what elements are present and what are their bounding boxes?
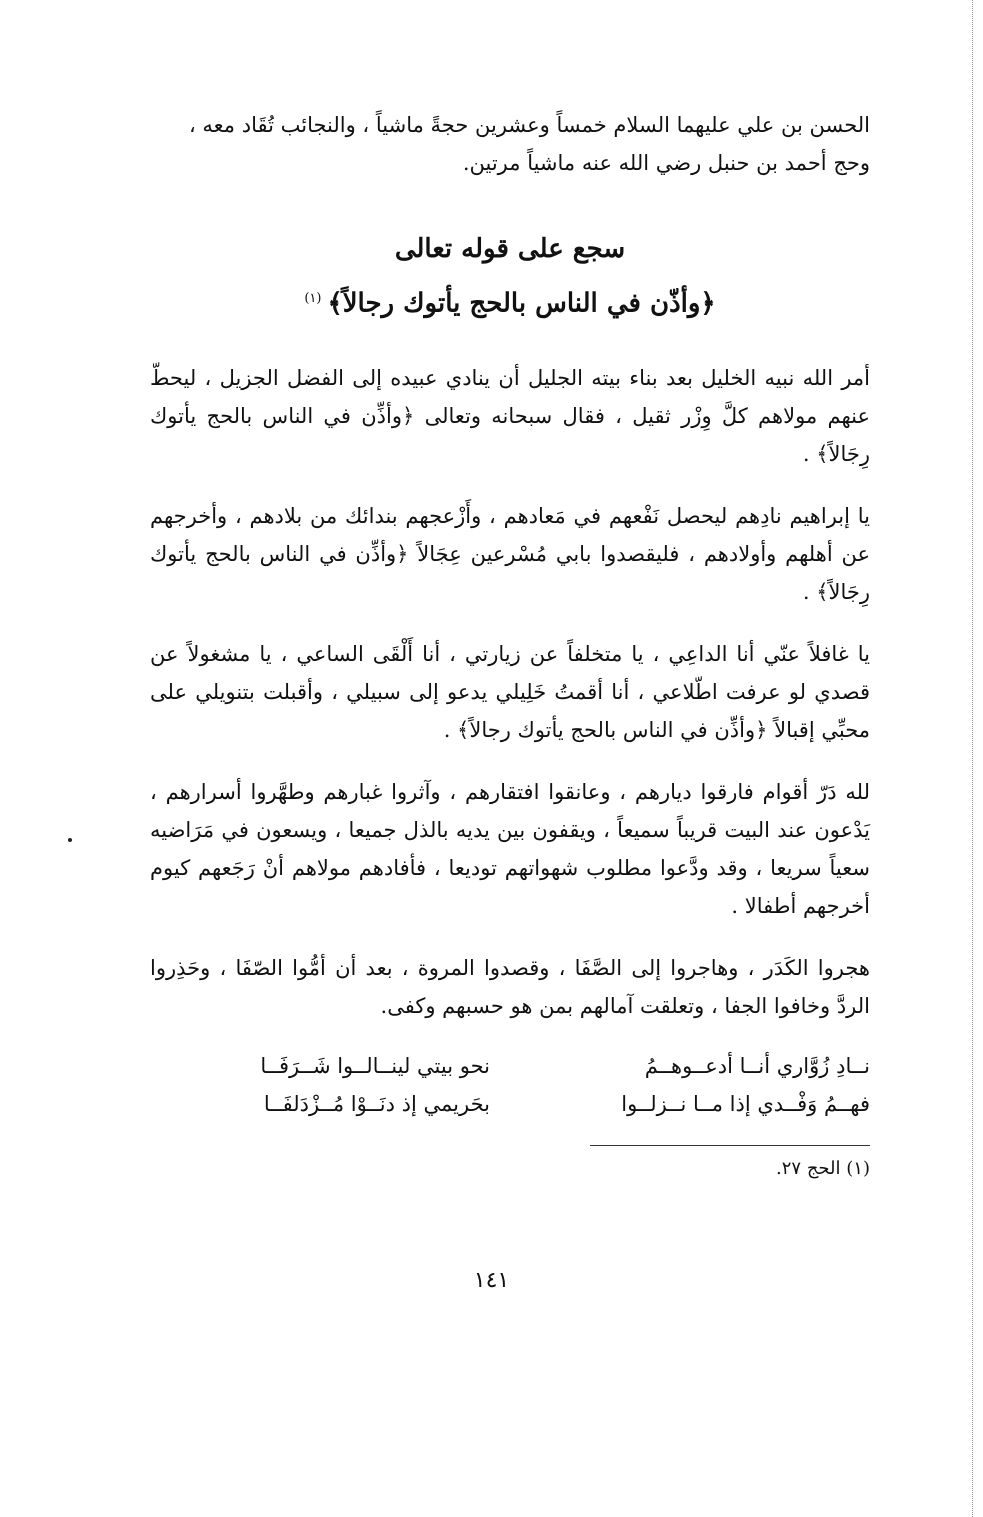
footnote-marker: (١) xyxy=(304,291,322,306)
footnote-divider xyxy=(590,1145,870,1146)
paragraph: هجروا الكَدَر ، وهاجروا إلى الصَّفَا ، وقصدوا المروة ، بعد أن أمُّوا الصّفَا ، وحَذِروا الردَّ وخافوا الجفا ، وتعلقت آمالهم بمن هو حسبهم وكفى. xyxy=(150,955,870,1018)
page-content xyxy=(150,100,870,1204)
paragraph: يا إبراهيم نادِهم ليحصل نَفْعهم في مَعادهم ، وأَزْعجهم بندائك من بلادهم ، وأخرجهم عن أهلهم وأولادهم ، فليقصدوا بابي مُسْرعين عِجَالاً ﴿وأذِّن في الناس بالحج يأتوك رِجَالاً﴾ . xyxy=(150,503,870,604)
poem-verses xyxy=(150,1047,870,1123)
verse-first-hemistich: فهــمُ وَفْــدي إذا مــا نــزلــوا xyxy=(621,1091,870,1116)
verse-second-hemistich: نحو بيتي لينــالــوا شَــرَفَــا xyxy=(260,1053,490,1078)
verse-line xyxy=(150,1085,870,1123)
paragraph: لله دَرّ أقوام فارقوا ديارهم ، وعانقوا افتقارهم ، وآثروا غبارهم وطهَّروا أسرارهم ، يَدْعون عند البيت قريباً سميعاً ، ويقفون بين يديه بالذل جميعا ، ويسعون في مَرَاضيه سعياً سريعا ، وقد ودَّعوا مطلوب شهواتهم توديعا ، فأفادهم مولاهم أنْ رَجَعهم كيوم أخرجهم أطفالا . xyxy=(150,779,870,918)
verse-first-hemistich: نــادِ زُوَّاري أنــا أدعــوهــمُ xyxy=(644,1053,870,1078)
footnote: (١) الحج ٢٧. xyxy=(776,1157,870,1179)
verse-line xyxy=(150,1047,870,1085)
paragraph: أمر الله نبيه الخليل بعد بناء بيته الجليل أن ينادي عبيده إلى الفضل الجزيل ، ليحطّ عنهم مولاهم كلَّ وِزْر ثقيل ، فقال سبحانه وتعالى ﴿وأذِّن في الناس بالحج يأتوك رِجَالاً﴾ . xyxy=(150,365,870,466)
heading-verse xyxy=(150,274,870,329)
verse-second-hemistich: بحَريمي إذ دنَــوْا مُــزْدَلفَــا xyxy=(263,1091,490,1116)
intro-line: الحسن بن علي عليهما السلام خمساً وعشرين حجةً ماشياً ، والنجائب تُقَاد معه ، xyxy=(188,113,870,137)
heading-verse-text: ﴿وأذّن في الناس بالحج يأتوك رجالاً﴾ xyxy=(327,288,716,319)
paragraph: يا غافلاً عنّي أنا الداعِي ، يا متخلفاً عن زيارتي ، أنا أَلْقَى الساعي ، يا مشغولاً عن قصدي لو عرفت اطّلاعي ، أنا أقمتُ خَلِيلي يدعو إلى سبيلي ، وأقبلت بتنويلي على محبِّي إقبالاً ﴿وأذِّن في الناس بالحج يأتوك رجالاً﴾ . xyxy=(150,641,870,742)
section-heading xyxy=(150,224,870,329)
page-number: ١٤١ xyxy=(473,1268,510,1293)
heading-title: سجع على قوله تعالى xyxy=(394,234,626,264)
intro-block xyxy=(150,106,870,182)
intro-line: وحج أحمد بن حنبل رضي الله عنه ماشياً مرتين. xyxy=(462,151,870,175)
scan-speck xyxy=(68,838,72,842)
